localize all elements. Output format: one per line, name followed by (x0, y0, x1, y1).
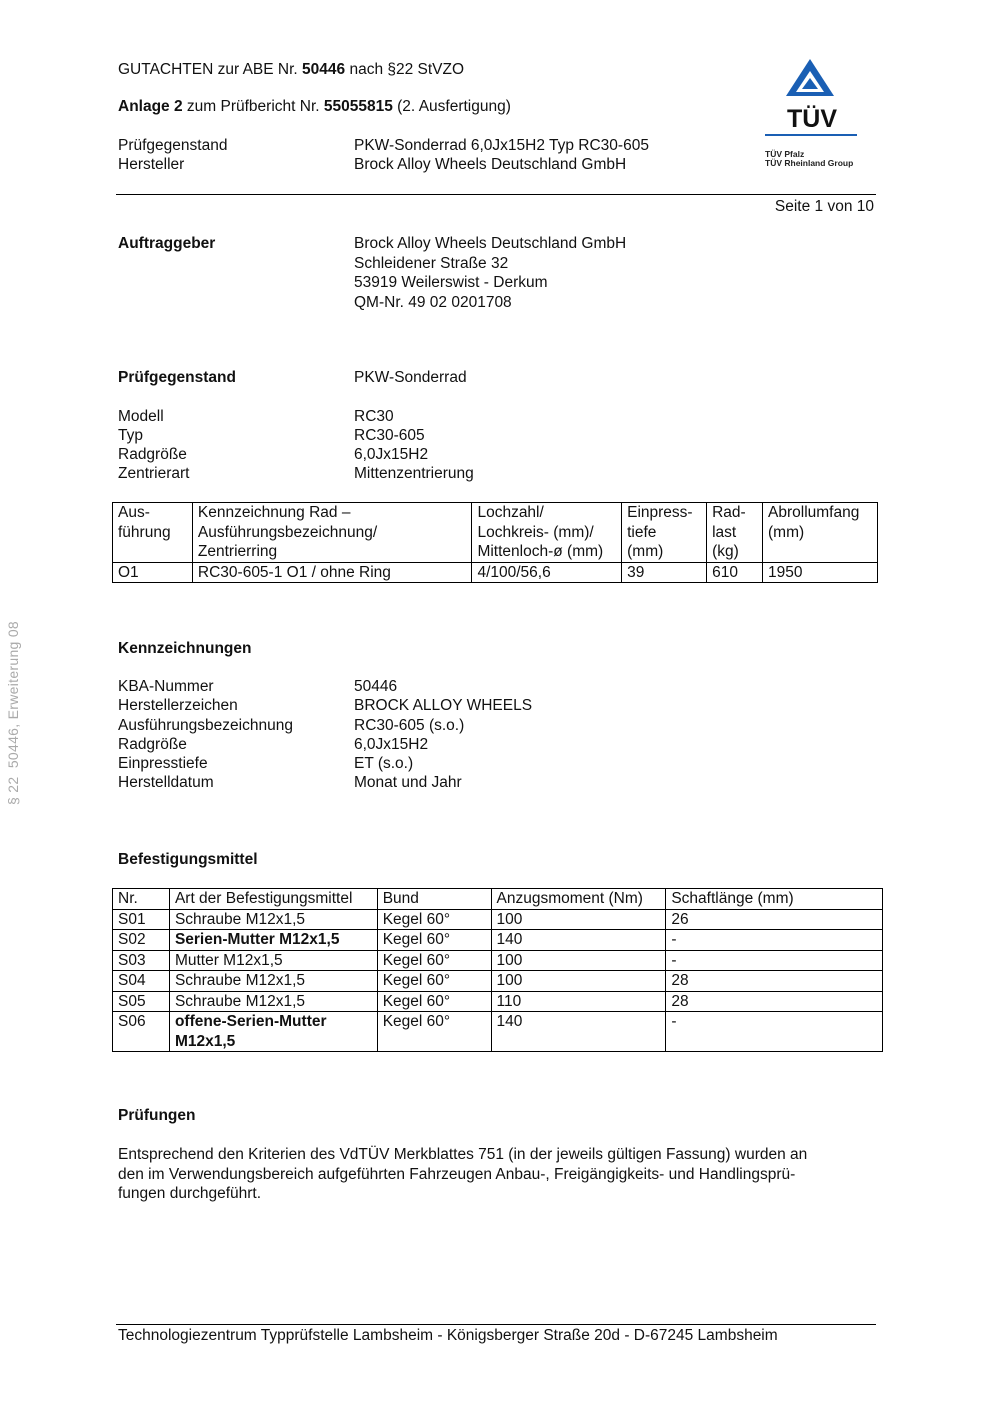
table-header-cell: Anzugsmoment (Nm) (491, 889, 666, 910)
header-title-pre: GUTACHTEN zur ABE Nr. (118, 61, 303, 78)
field-value: 50446 (354, 678, 398, 695)
table-row (113, 950, 883, 971)
table-cell: S04 (113, 971, 170, 992)
wheel-table (112, 502, 878, 583)
tuv-triangle-icon (764, 56, 860, 136)
header-title-post: nach §22 StVZO (345, 61, 465, 78)
field-label: Modell (118, 408, 164, 425)
tuv-logo-sub2: TÜV Rheinland Group (765, 158, 854, 168)
table-header-cell: Kennzeichnung Rad – Ausführungsbezeichnung/ Zentrierring (192, 503, 472, 563)
table-row (113, 971, 883, 992)
table-cell: - (666, 950, 883, 971)
paragraph-line: fungen durchgeführt. (118, 1185, 262, 1202)
side-note: § 22 50446, Erweiterung 08 (5, 620, 21, 805)
field-value: Mittenzentrierung (354, 465, 474, 482)
table-cell: 100 (491, 950, 666, 971)
field-value: ET (s.o.) (354, 755, 414, 772)
table-cell: 28 (666, 971, 883, 992)
auftraggeber-address (354, 234, 626, 312)
table-cell: 100 (491, 909, 666, 930)
table-cell: S03 (113, 950, 170, 971)
table-cell: Kegel 60° (377, 909, 491, 930)
table-cell: Kegel 60° (377, 930, 491, 951)
table-row (113, 562, 878, 583)
table-cell: Kegel 60° (377, 991, 491, 1012)
field-label: Zentrierart (118, 465, 190, 482)
tuv-logo-sub1: TÜV Pfalz (765, 149, 805, 159)
table-cell: 100 (491, 971, 666, 992)
tuv-logo-rule (765, 134, 857, 136)
table-cell: 39 (622, 562, 707, 583)
field-label: Ausführungsbezeichnung (118, 717, 293, 734)
table-cell: Schraube M12x1,5 (169, 971, 377, 992)
auftraggeber-line: Brock Alloy Wheels Deutschland GmbH (354, 235, 627, 252)
field-label: Herstellerzeichen (118, 697, 238, 714)
table-header-cell: Lochzahl/ Lochkreis- (mm)/ Mittenloch-ø (mm) (472, 503, 622, 563)
table-row (113, 991, 883, 1012)
table-cell: 1950 (763, 562, 878, 583)
footer-address: Technologiezentrum Typprüfstelle Lambsheim - Königsberger Straße 20d - D-67245 Lambsheim (118, 1327, 778, 1344)
table-cell: Serien-Mutter M12x1,5 (169, 930, 377, 951)
field-label: Herstelldatum (118, 774, 214, 791)
table-header-cell: Nr. (113, 889, 170, 910)
field-label: Einpresstiefe (118, 755, 208, 772)
anlage-line (118, 97, 511, 117)
table-cell: offene-Serien-Mutter M12x1,5 (169, 1012, 377, 1052)
table-header-row (113, 889, 883, 910)
table-header-cell: Art der Befestigungsmittel (169, 889, 377, 910)
table-cell: 110 (491, 991, 666, 1012)
field-label: KBA-Nummer (118, 678, 214, 695)
table-cell: S05 (113, 991, 170, 1012)
anlage-mid: zum Prüfbericht Nr. (182, 98, 324, 115)
auftraggeber-line: 53919 Weilerswist - Derkum (354, 274, 548, 291)
table-row (113, 1012, 883, 1052)
table-cell: Mutter M12x1,5 (169, 950, 377, 971)
field-value: RC30 (354, 408, 394, 425)
field-value: Monat und Jahr (354, 774, 462, 791)
table-cell: RC30-605-1 O1 / ohne Ring (192, 562, 472, 583)
field-value: 6,0Jx15H2 (354, 446, 429, 463)
table-row (113, 909, 883, 930)
pruefungen-heading: Prüfungen (118, 1107, 196, 1124)
tuv-logo-text: TÜV (787, 105, 837, 133)
table-cell: S06 (113, 1012, 170, 1052)
table-header-cell: Abrollumfang (mm) (763, 503, 878, 563)
table-cell: S02 (113, 930, 170, 951)
table-header-cell: Einpress- tiefe (mm) (622, 503, 707, 563)
table-cell: 26 (666, 909, 883, 930)
table-cell: 28 (666, 991, 883, 1012)
table-cell: 140 (491, 930, 666, 951)
table-cell: Schraube M12x1,5 (169, 909, 377, 930)
header-hersteller-value: Brock Alloy Wheels Deutschland GmbH (354, 156, 627, 173)
auftraggeber-line: Schleidener Straße 32 (354, 254, 509, 272)
table-cell: - (666, 1012, 883, 1052)
field-value: RC30-605 (s.o.) (354, 717, 465, 734)
field-value: 6,0Jx15H2 (354, 736, 429, 753)
abe-number: 50446 (302, 61, 346, 78)
kennzeichnungen-heading: Kennzeichnungen (118, 640, 252, 657)
pruefungen-text (118, 1145, 878, 1204)
field-label: Radgröße (118, 446, 187, 463)
field-value: RC30-605 (354, 427, 425, 444)
auftraggeber-line: QM-Nr. 49 02 0201708 (354, 293, 512, 311)
paragraph-line: den im Verwendungsbereich aufgeführten Fahrzeugen Anbau-, Freigängigkeits- und Handlingsprü- (118, 1165, 796, 1183)
table-row (113, 930, 883, 951)
befestigung-heading: Befestigungsmittel (118, 851, 258, 868)
table-cell: Kegel 60° (377, 1012, 491, 1052)
befestigung-table (112, 888, 883, 1052)
header-title (118, 60, 464, 80)
paragraph-line: Entsprechend den Kriterien des VdTÜV Merkblattes 751 (in der jeweils gültigen Fassung) wurden an (118, 1146, 808, 1163)
table-header-row (113, 503, 878, 563)
table-cell: Schraube M12x1,5 (169, 991, 377, 1012)
tuv-logo (764, 56, 860, 176)
field-value: BROCK ALLOY WHEELS (354, 697, 533, 714)
table-cell: - (666, 930, 883, 951)
pruefgegenstand-value: PKW-Sonderrad (354, 369, 467, 386)
header-divider (116, 194, 876, 195)
pruefbericht-number: 55055815 (323, 98, 393, 115)
table-cell: 610 (707, 562, 763, 583)
field-label: Radgröße (118, 736, 187, 753)
anlage-post: (2. Ausfertigung) (392, 98, 511, 115)
table-header-cell: Rad- last (kg) (707, 503, 763, 563)
pruefgegenstand-label: Prüfgegenstand (118, 369, 236, 386)
field-label: Typ (118, 427, 143, 444)
auftraggeber-label: Auftraggeber (118, 235, 216, 252)
table-cell: 4/100/56,6 (472, 562, 622, 583)
table-cell: O1 (113, 562, 193, 583)
anlage-label: Anlage 2 (118, 98, 183, 115)
table-header-cell: Aus- führung (113, 503, 193, 563)
header-hersteller-label: Hersteller (118, 156, 185, 173)
header-pruefgegenstand-value: PKW-Sonderrad 6,0Jx15H2 Typ RC30-605 (354, 137, 649, 154)
table-cell: S01 (113, 909, 170, 930)
table-header-cell: Bund (377, 889, 491, 910)
table-cell: Kegel 60° (377, 971, 491, 992)
table-cell: 140 (491, 1012, 666, 1052)
page-info: Seite 1 von 10 (774, 198, 874, 215)
footer-divider (116, 1324, 876, 1325)
table-header-cell: Schaftlänge (mm) (666, 889, 883, 910)
header-pruefgegenstand-label: Prüfgegenstand (118, 137, 228, 154)
table-cell: Kegel 60° (377, 950, 491, 971)
